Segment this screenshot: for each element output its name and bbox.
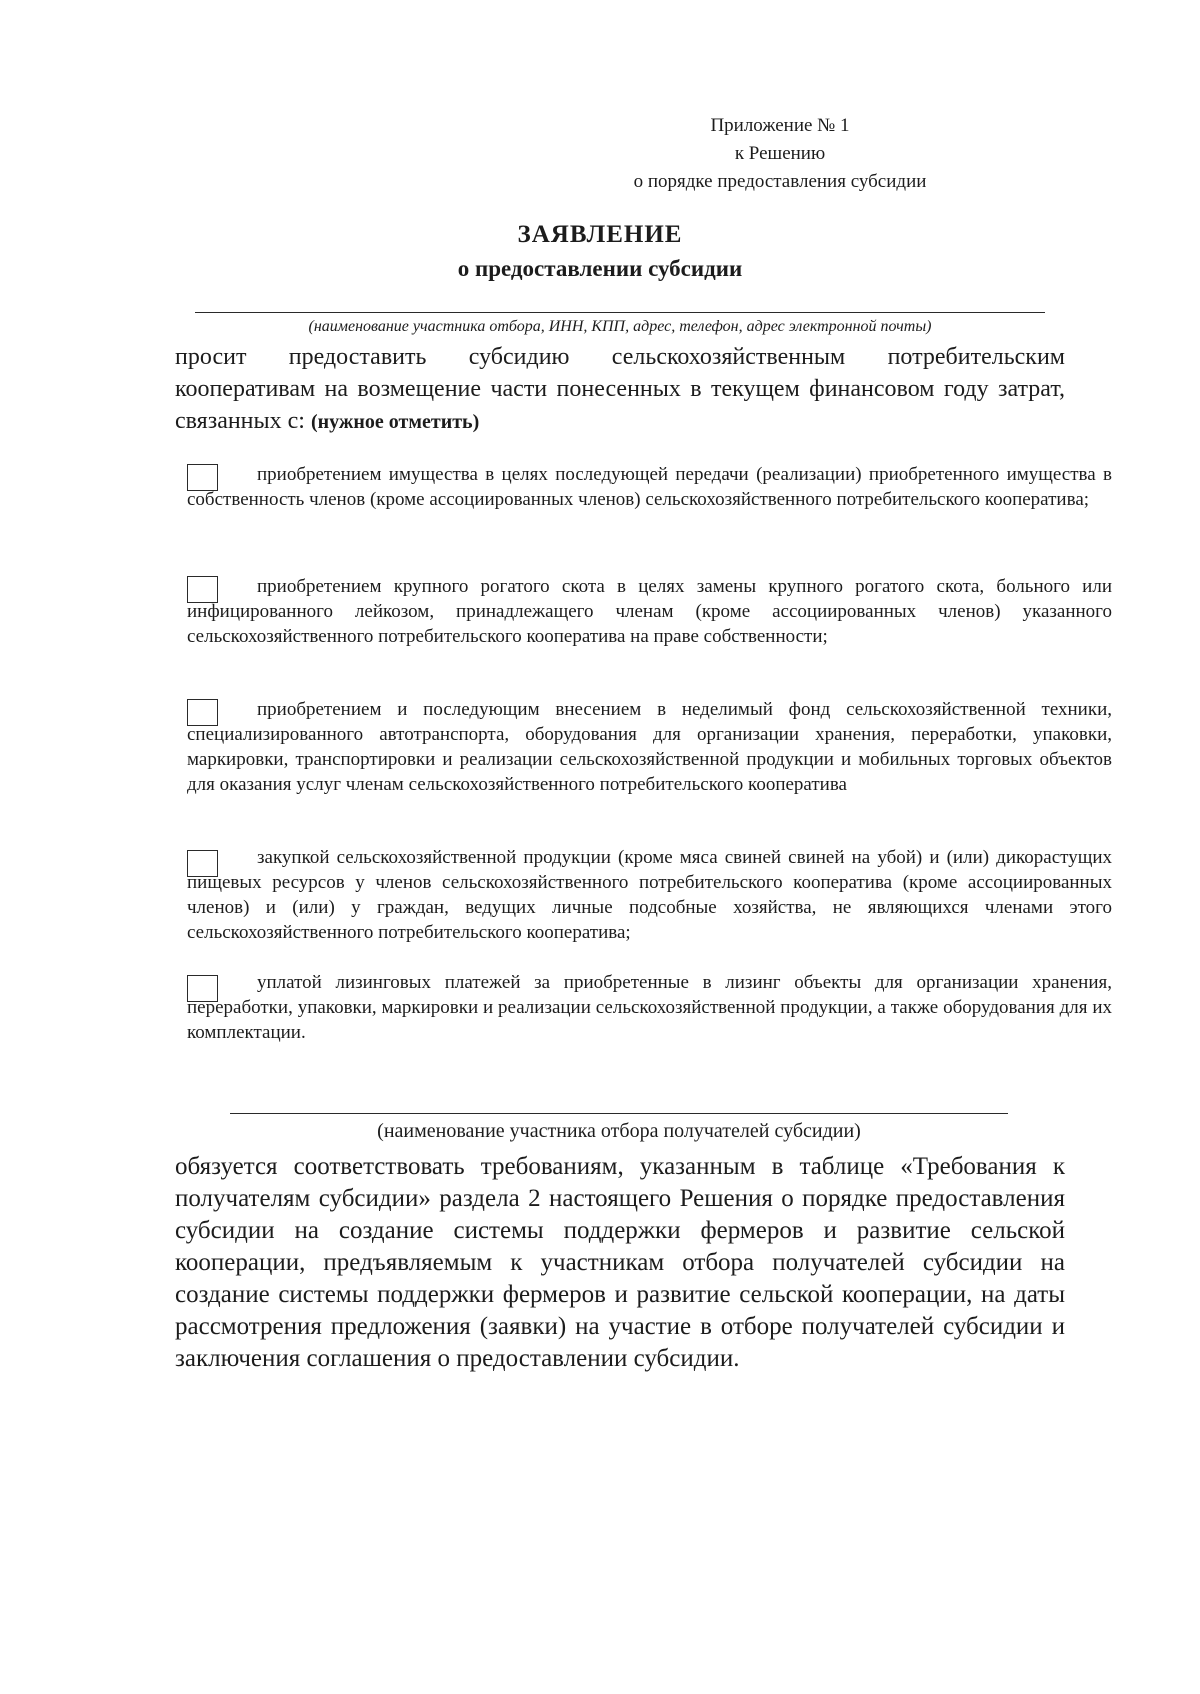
title-subtitle: о предоставлении субсидии	[457, 256, 743, 281]
request-paragraph	[175, 341, 1065, 438]
appendix-number: Приложение № 1	[710, 115, 850, 136]
option-1-text: приобретением имущества в целях последующей передачи (реализации) приобретенного имущества в собственность членов (кроме ассоциированных членов) сельскохозяйственного потребительского кооператива;	[187, 464, 1112, 510]
request-instruction: (нужное отметить)	[310, 411, 480, 433]
title-main: ЗАЯВЛЕНИЕ	[517, 221, 683, 248]
pledge-paragraph: обязуется соответствовать требованиям, указанным в таблице «Требования к получателям субсидии» раздела 2 настоящего Решения о порядке предоставления субсидии на создание системы поддержки фермеров и развитие сельской кооперации, предъявляемым к участникам отбора получателей субсидии на создание системы поддержки фермеров и развитие сельской кооперации, на даты рассмотрения предложения (заявки) на участие в отборе получателей субсидии и заключения соглашения о предоставлении субсидии.	[175, 1153, 1065, 1372]
recipient-field-caption: (наименование участника отбора получателей субсидии)	[377, 1120, 861, 1142]
document-title	[300, 218, 900, 286]
option-5-text: уплатой лизинговых платежей за приобретенные в лизинг объекты для организации хранения, переработки, упаковки, маркировки и реализации сельскохозяйственной продукции, а также оборудования для их комплектации.	[187, 972, 1112, 1043]
appendix-subject: о порядке предоставления субсидии	[633, 171, 927, 192]
option-2-text: приобретением крупного рогатого скота в целях замены крупного рогатого скота, больного или инфицированного лейкозом, принадлежащего членам (кроме ассоциированных членов) указанного сельскохозяйственного потребительского кооператива на праве собственности;	[187, 576, 1112, 647]
applicant-name-line[interactable]	[195, 312, 1045, 313]
option-3-text: приобретением и последующим внесением в неделимый фонд сельскохозяйственной техники, специализированного автотранспорта, оборудования для организации хранения, переработки, упаковки, маркировки, транспортировки и реализации сельскохозяйственной продукции и мобильных торговых объектов для оказания услуг членам сельскохозяйственного потребительского кооператива	[187, 699, 1112, 795]
appendix-decision: к Решению	[734, 143, 826, 164]
applicant-field-caption: (наименование участника отбора, ИНН, КПП, адрес, телефон, адрес электронной почты)	[308, 318, 932, 335]
appendix-reference	[560, 112, 1000, 196]
recipient-name-line[interactable]	[230, 1113, 1008, 1114]
option-4-text: закупкой сельскохозяйственной продукции (кроме мяса свиней свиней на убой) и (или) дикорастущих пищевых ресурсов у членов сельскохозяйственного потребительского кооператива (кроме ассоциированных членов) и (или) у граждан, ведущих личные подсобные хозяйства, не являющихся членами этого сельскохозяйственного потребительского кооператива;	[187, 847, 1112, 943]
request-text: просит предоставить субсидию сельскохозяйственным потребительским кооперативам на возмещение части понесенных в текущем финансовом году затрат, связанных с:	[175, 344, 1065, 434]
